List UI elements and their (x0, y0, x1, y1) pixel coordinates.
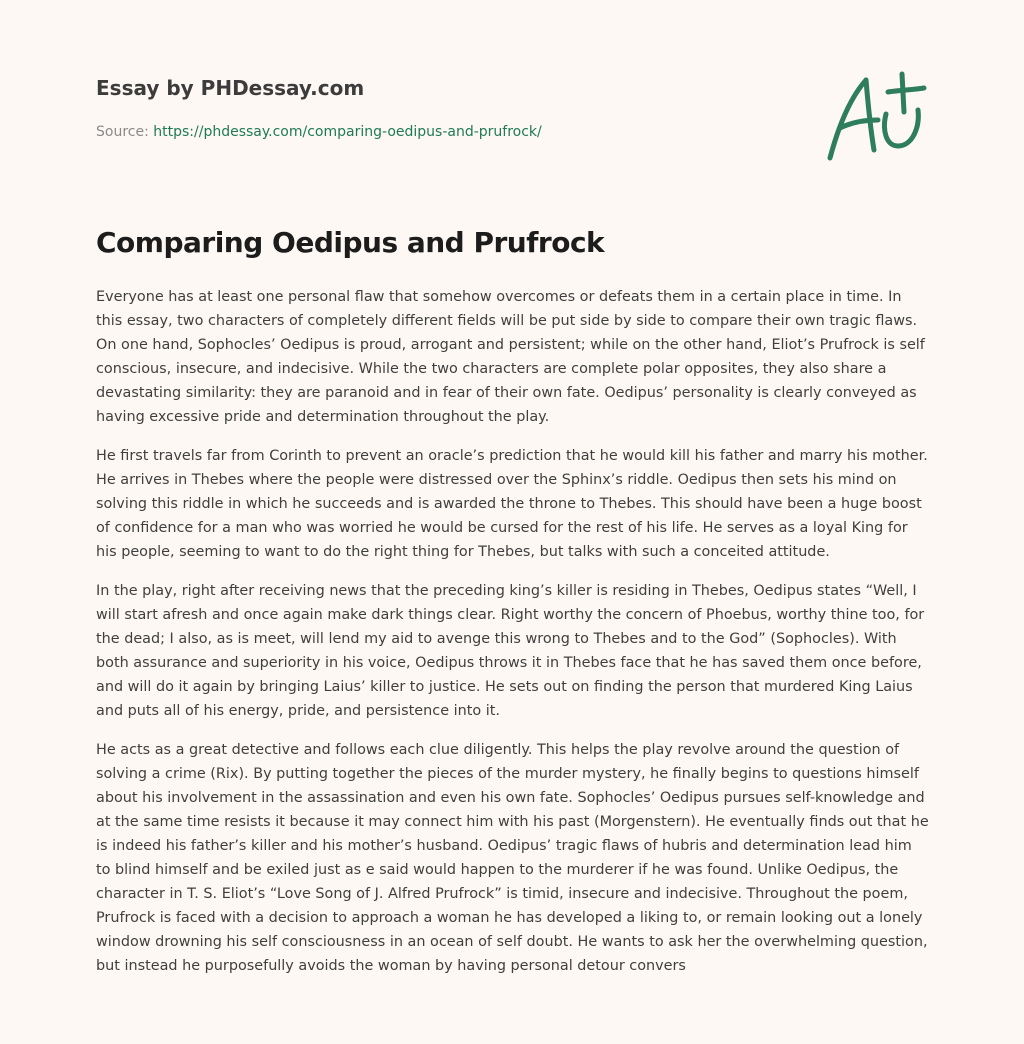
essay-paragraph: He acts as a great detective and follows each clue diligently. This helps the play revolve around the question of solving a crime (Rix). By putting together the pieces of the murder mystery, he finally begins to questions himself about his involvement in the assassination and even his own fate. Sophocles’ Oedipus pursues self-knowledge and at the same time resists it because it may connect him with his past (Morgenstern). He eventually finds out that he is indeed his father’s killer and his mother’s husband. Oedipus’ tragic flaws of hubris and determination lead him to blind himself and be exiled just as e said would happen to the murderer if he was found. Unlike Oedipus, the character in T. S. Eliot’s “Love Song of J. Alfred Prufrock” is timid, insecure and indecisive. Throughout the poem, Prufrock is faced with a decision to approach a woman he has developed a liking to, or remain looking out a lonely window drowning his self consciousness in an ocean of self doubt. He wants to ask her the overwhelming question, but instead he purposefully avoids the woman by having personal detour convers (96, 742, 929, 974)
essay-paragraph: He first travels far from Corinth to prevent an oracle’s prediction that he would kill his father and marry his mother. He arrives in Thebes where the people were distressed over the Sphinx’s riddle. Oedipus then sets his mind on solving this riddle in which he succeeds and is awarded the throne to Thebes. This should have been a huge boost of confidence for a man who was worried he would be cursed for the rest of his life. He serves as a loyal King for his people, seeming to want to do the right thing for Thebes, but talks with such a conceited attitude. (96, 448, 928, 560)
source-link[interactable]: https://phdessay.com/comparing-oedipus-and-prufrock/ (153, 124, 542, 140)
source-label: Source: (96, 124, 154, 140)
essay-title: Comparing Oedipus and Prufrock (96, 226, 605, 259)
site-brand: Essay by PHDessay.com (96, 76, 365, 100)
essay-body (96, 285, 930, 993)
source-line (96, 124, 542, 140)
essay-paragraph: Everyone has at least one personal flaw that somehow overcomes or defeats them in a certain place in time. In this essay, two characters of completely different fields will be put side by side to compare their own tragic flaws. On one hand, Sophocles’ Oedipus is proud, arrogant and persistent; while on the other hand, Eliot’s Prufrock is self conscious, insecure, and indecisive. While the two characters are complete polar opposites, they also share a devastating similarity: they are paranoid and in fear of their own fate. Oedipus’ personality is clearly conveyed as having excessive pride and determination throughout the play. (96, 289, 925, 425)
a-plus-logo-icon (822, 68, 928, 164)
essay-paragraph: In the play, right after receiving news that the preceding king’s killer is residing in Thebes, Oedipus states “Well, I will start afresh and once again make dark things clear. Right worthy the concern of Phoebus, worthy thine too, for the dead; I also, as is meet, will lend my aid to avenge this wrong to Thebes and to the God” (Sophocles). With both assurance and superiority in his voice, Oedipus throws it in Thebes face that he has saved them once before, and will do it again by bringing Laius’ killer to justice. He sets out on finding the person that murdered King Laius and puts all of his energy, pride, and persistence into it. (96, 583, 925, 719)
